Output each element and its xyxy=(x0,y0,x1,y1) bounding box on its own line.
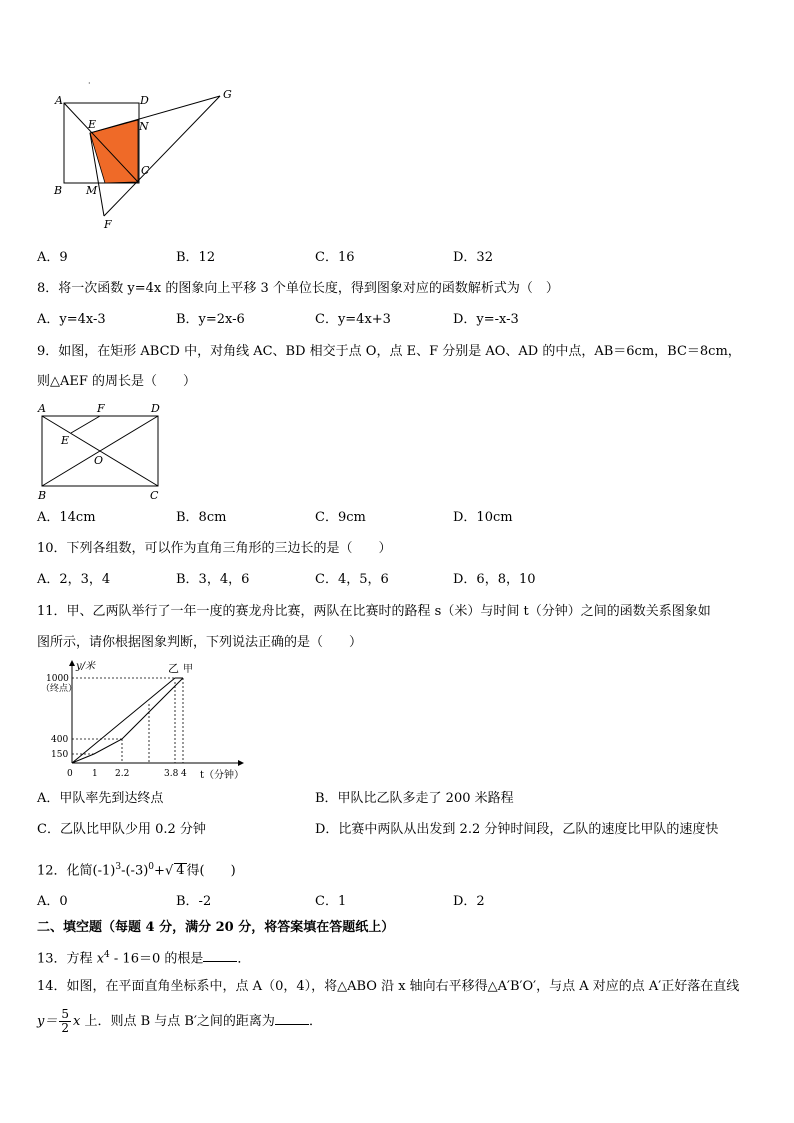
q13-answer-blank[interactable] xyxy=(203,949,237,962)
q7-option-d[interactable]: D．32 xyxy=(453,250,493,265)
graph11-x-arrow xyxy=(238,760,244,766)
fig7-line-eg xyxy=(90,96,220,133)
q14-fraction xyxy=(59,1008,71,1035)
q12-expr-b: -(-3) xyxy=(121,863,149,879)
q13-prefix: 13．方程 xyxy=(37,951,97,967)
q12-option-c[interactable]: C．1 xyxy=(315,894,347,909)
fig9-label-f: F xyxy=(97,402,105,415)
q9-option-a[interactable]: A．14cm xyxy=(37,510,96,525)
q9-option-d[interactable]: D．10cm xyxy=(453,510,513,525)
section-2-title: 二、填空题（每题 4 分，满分 20 分，将答案填在答题纸上） xyxy=(37,920,395,935)
fig9-label-c: C xyxy=(150,489,159,502)
q11-option-c[interactable]: C．乙队比甲队少用 0.2 分钟 xyxy=(37,822,206,837)
q14-frac-den: 2 xyxy=(61,1021,69,1035)
graph11-y-tick-150: 150 xyxy=(51,750,69,760)
fig7-label-d: D xyxy=(140,94,149,107)
q13-end: ． xyxy=(237,951,251,967)
q14-frac-num: 5 xyxy=(61,1007,69,1021)
graph11-series-label-jia: 甲 xyxy=(183,664,193,675)
q10-option-b[interactable]: B．3，4，6 xyxy=(176,572,250,587)
q8-stem: 8．将一次函数 y=4x 的图象向上平移 3 个单位长度，得到图象对应的函数解析式为（ ） xyxy=(37,281,559,296)
q12-radicand: 4 xyxy=(176,863,185,879)
sqrt-symbol-icon: √ xyxy=(164,863,174,879)
q8-option-c[interactable]: C．y=4x+3 xyxy=(315,312,391,327)
q13-var: x xyxy=(96,951,105,967)
fig9-label-o: O xyxy=(94,454,104,467)
graph11-y-label: y/米 xyxy=(76,661,96,672)
fig9-label-e: E xyxy=(61,434,70,447)
q14-suffix: 上．则点 B 与点 B′之间的距离为 xyxy=(80,1014,275,1029)
q9-option-b[interactable]: B．8cm xyxy=(176,510,227,525)
q13-stem xyxy=(37,946,250,968)
q10-option-a[interactable]: A．2，3，4 xyxy=(37,572,111,587)
q14-var: x xyxy=(73,1014,81,1029)
fig9-label-a: A xyxy=(38,402,46,415)
fig9-label-b: B xyxy=(38,489,47,502)
graph11-series-yi xyxy=(72,678,183,763)
q10-stem: 10．下列各组数，可以作为直角三角形的三边长的是（ ） xyxy=(37,541,392,556)
q13-suffix: - 16＝0 的根是 xyxy=(109,951,204,967)
fig9-segment-ef xyxy=(71,416,100,433)
graph11-x-tick-4: 4 xyxy=(181,769,187,779)
graph11-y-end-note: （终点） xyxy=(41,684,78,694)
q11-option-b[interactable]: B．甲队比乙队多走了 200 米路程 xyxy=(315,791,514,806)
q12-prefix: 12．化简 xyxy=(37,863,93,879)
q12-suffix: 得( ) xyxy=(186,863,236,879)
graph11-series-label-yi: 乙 xyxy=(168,662,179,675)
fig7-label-f: F xyxy=(104,218,112,231)
q14-answer-blank[interactable] xyxy=(275,1012,309,1025)
q11-option-a[interactable]: A．甲队率先到达终点 xyxy=(37,791,164,806)
q8-option-b[interactable]: B．y=2x-6 xyxy=(176,312,245,327)
fig9-label-d: D xyxy=(151,402,160,415)
fig7-label-e: E xyxy=(88,118,97,131)
fig7-dot: · xyxy=(88,82,91,88)
q12-option-d[interactable]: D．2 xyxy=(453,894,485,909)
q7-option-a[interactable]: A．9 xyxy=(37,250,68,265)
graph11-x-tick-1: 1 xyxy=(92,769,98,779)
q12-option-b[interactable]: B．-2 xyxy=(176,894,212,909)
q14-end: ． xyxy=(308,1014,322,1029)
q14-stem-line2 xyxy=(37,1008,322,1036)
fig7-label-a: A xyxy=(55,94,63,107)
figure-q9-rectangle xyxy=(34,398,174,504)
q10-option-c[interactable]: C．4，5，6 xyxy=(315,572,389,587)
graph11-y-tick-1000: 1000 xyxy=(46,674,69,684)
q12-stem xyxy=(37,858,236,880)
figure-q7-square xyxy=(48,82,248,232)
graph11-y-tick-400: 400 xyxy=(51,735,69,745)
q8-option-a[interactable]: A．y=4x-3 xyxy=(37,312,106,327)
q7-option-b[interactable]: B．12 xyxy=(176,250,216,265)
figure-q11-graph xyxy=(36,658,246,782)
q13-exp: 4 xyxy=(104,950,110,960)
q12-option-a[interactable]: A．0 xyxy=(37,894,68,909)
fig7-label-b: B xyxy=(54,184,63,197)
q10-option-d[interactable]: D．6，8，10 xyxy=(453,572,536,587)
q12-expr-a: (-1) xyxy=(92,863,116,879)
q12-plus: + xyxy=(154,863,165,879)
graph11-x-tick-0: 0 xyxy=(67,769,73,779)
q14-y-prefix: y＝ xyxy=(37,1014,58,1029)
q11-stem-line1: 11．甲、乙两队举行了一年一度的赛龙舟比赛，两队在比赛时的路程 s（米）与时间 t（分钟）之间的函数关系图象如 xyxy=(37,604,711,619)
graph11-x-label: t（分钟） xyxy=(200,770,245,781)
fig7-label-m: M xyxy=(86,184,98,197)
fig7-label-n: N xyxy=(139,120,149,133)
q9-stem-line2: 则△AEF 的周长是（ ） xyxy=(37,374,197,389)
q11-option-d[interactable]: D．比赛中两队从出发到 2.2 分钟时间段，乙队的速度比甲队的速度快 xyxy=(315,822,719,837)
q9-option-c[interactable]: C．9cm xyxy=(315,510,366,525)
q7-option-c[interactable]: C．16 xyxy=(315,250,355,265)
q11-stem-line2: 图所示，请你根据图象判断，下列说法正确的是（ ） xyxy=(37,635,363,650)
q12-exp-b: 0 xyxy=(148,862,155,872)
q14-stem-line1: 14．如图，在平面直角坐标系中，点 A（0，4），将△ABO 沿 x 轴向右平移得△A′B′O′，与点 A 对应的点 A′正好落在直线 xyxy=(37,979,740,994)
fig7-label-c: C xyxy=(141,164,150,177)
graph11-series-jia xyxy=(72,678,183,763)
q12-exp-a: 3 xyxy=(115,862,122,872)
graph11-x-tick-22: 2.2 xyxy=(115,769,130,779)
graph11-x-tick-38: 3.8 xyxy=(164,769,179,779)
fig7-label-g: G xyxy=(223,88,232,101)
graph11-y-arrow xyxy=(69,660,75,666)
q8-option-d[interactable]: D．y=-x-3 xyxy=(453,312,519,327)
q9-stem-line1: 9．如图，在矩形 ABCD 中，对角线 AC、BD 相交于点 O，点 E、F 分别是 AO、AD 的中点，AB＝6cm，BC＝8cm， xyxy=(37,344,741,359)
